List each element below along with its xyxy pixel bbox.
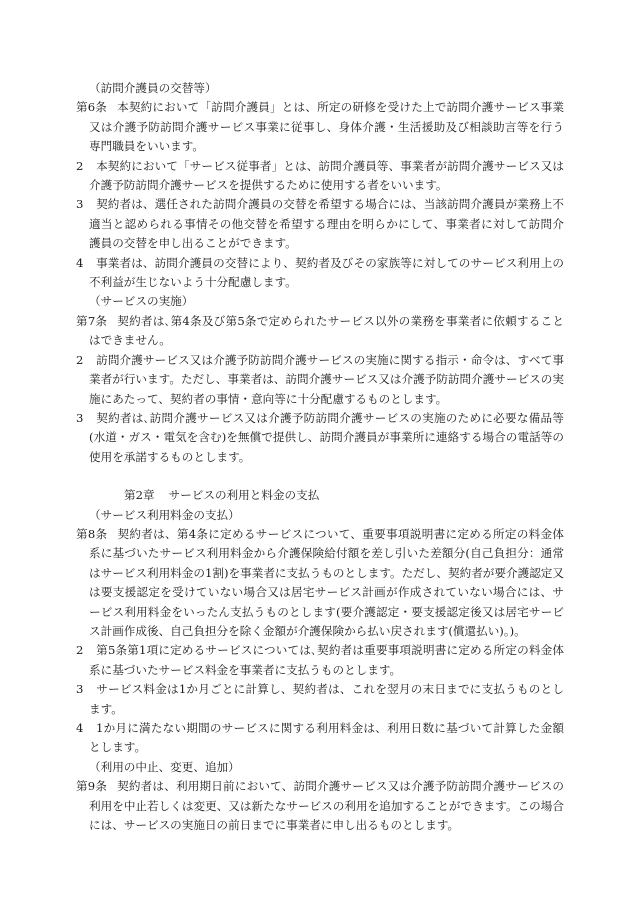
document-page xyxy=(76,79,564,835)
paragraph-text: 訪問介護サービス又は介護予防訪問介護サービスの実施に関する指示・命令は、すべて事業者が行います。ただし、事業者は、訪問介護サービス又は介護予防訪問介護サービスの実施にあたって、契約者の事情・意向等に十分配慮するものとします。 xyxy=(89,352,564,406)
article-7 xyxy=(76,312,564,351)
paragraph-text: 第5条第1項に定めるサービスについては､契約者は重要事項説明書に定める所定の料金体系に基づいたサービス料金を事業者に支払うものとします。 xyxy=(89,643,564,677)
article-8-paragraph-4 xyxy=(76,719,564,758)
paragraph-number: 4 xyxy=(76,721,84,735)
article-label: 第8条 xyxy=(76,526,108,541)
paragraph-number: 3 xyxy=(76,197,84,212)
article-label: 第9条 xyxy=(76,779,108,794)
paragraph-text: 1か月に満たない期間のサービスに関する利用料金は、利用日数に基づいて計算した金額とします。 xyxy=(89,721,564,755)
paragraph-text: 本契約において「サービス従事者」とは、訪問介護員等、事業者が訪問介護サービス又は介護予防訪問介護サービスを提供するために使用する者をいいます。 xyxy=(89,158,564,193)
article-8 xyxy=(76,525,564,641)
section-cancel-change-add xyxy=(76,758,564,836)
article-label: 第6条 xyxy=(76,100,108,115)
article-7-paragraph-3 xyxy=(76,409,564,467)
paragraph-number: 2 xyxy=(76,643,84,658)
paragraph-number: 2 xyxy=(76,158,84,173)
article-text: 契約者は、第4条に定めるサービスについて、重要事項説明書に定める所定の料金体系に基づいたサービス利用料金から介護保険給付額を差し引いた差額分(自己負担分：通常はサービス利用料金の1割)を事業者に支払うものとします。ただし、契約者が要介護認定又は要支援認定を受けていない場合又は居宅サービス計画が作成されていない場合には、サービス利用料金をいったん支払うものとします(要介護認定・要支援認定後又は居宅サービス計画作成後、自己負担分を除く金額が介護保険から払い戻されます(償還払い)。)。 xyxy=(89,526,564,638)
article-6-paragraph-4 xyxy=(76,254,564,293)
paragraph-number: 3 xyxy=(76,682,84,697)
paragraph-text: 事業者は、訪問介護員の交替により、契約者及びその家族等に対してのサービス利用上の不利益が生じないよう十分配慮します。 xyxy=(89,255,564,290)
section-heading: （サービスの実施） xyxy=(89,294,194,309)
paragraph-text: 契約者は､訪問介護サービス又は介護予防訪問介護サービスの実施のために必要な備品等(水道・ガス・電気を含む)を無償で提供し、訪問介護員が事業所に連絡する場合の電話等の使用を承諾するものとします。 xyxy=(89,410,564,464)
paragraph-text: サービス料金は1か月ごとに計算し、契約者は、これを翌月の末日までに支払うものとします。 xyxy=(89,682,564,716)
article-text: 契約者は、利用期日前において、訪問介護サービス又は介護予防訪問介護サービスの利用を中止若しくは変更、又は新たなサービスの利用を追加することができます。この場合には、サービスの実施日の前日までに事業者に申し出るものとします。 xyxy=(89,779,564,833)
section-heading: （訪問介護員の交替等） xyxy=(89,81,217,95)
article-7-paragraph-2 xyxy=(76,351,564,409)
chapter-number: 第2章 xyxy=(124,488,155,503)
article-8-paragraph-2 xyxy=(76,641,564,680)
section-visitor-replacement xyxy=(76,79,564,292)
article-text: 契約者は､第4条及び第5条で定められたサービス以外の業務を事業者に依頼することはできません。 xyxy=(89,313,564,348)
paragraph-number: 3 xyxy=(76,410,84,425)
article-text: 本契約において「訪問介護員」とは、所定の研修を受けた上で訪問介護サービス事業又は介護予防訪問介護サービス事業に従事し、身体介護・生活援助及び相談助言等を行う専門職員をいいます。 xyxy=(89,100,564,154)
section-heading: （サービス利用料金の支払） xyxy=(89,507,240,522)
chapter-heading xyxy=(124,486,564,505)
article-9 xyxy=(76,777,564,835)
paragraph-text: 契約者は、選任された訪問介護員の交替を希望する場合には、当該訪問介護員が業務上不適当と認められる事情その他交替を希望する理由を明らかにして、事業者に対して訪問介護員の交替を申し出ることができます。 xyxy=(89,197,564,251)
article-6-paragraph-3 xyxy=(76,195,564,253)
paragraph-number: 2 xyxy=(76,352,84,367)
section-service-implementation xyxy=(76,292,564,467)
section-heading: （利用の中止、変更、追加） xyxy=(89,759,240,774)
paragraph-number: 4 xyxy=(76,255,84,270)
chapter-title: サービスの利用と料金の支払 xyxy=(168,488,320,503)
article-6-paragraph-2 xyxy=(76,157,564,196)
section-fee-payment xyxy=(76,506,564,758)
article-label: 第7条 xyxy=(76,313,108,328)
article-8-paragraph-3 xyxy=(76,680,564,719)
article-6 xyxy=(76,98,564,156)
